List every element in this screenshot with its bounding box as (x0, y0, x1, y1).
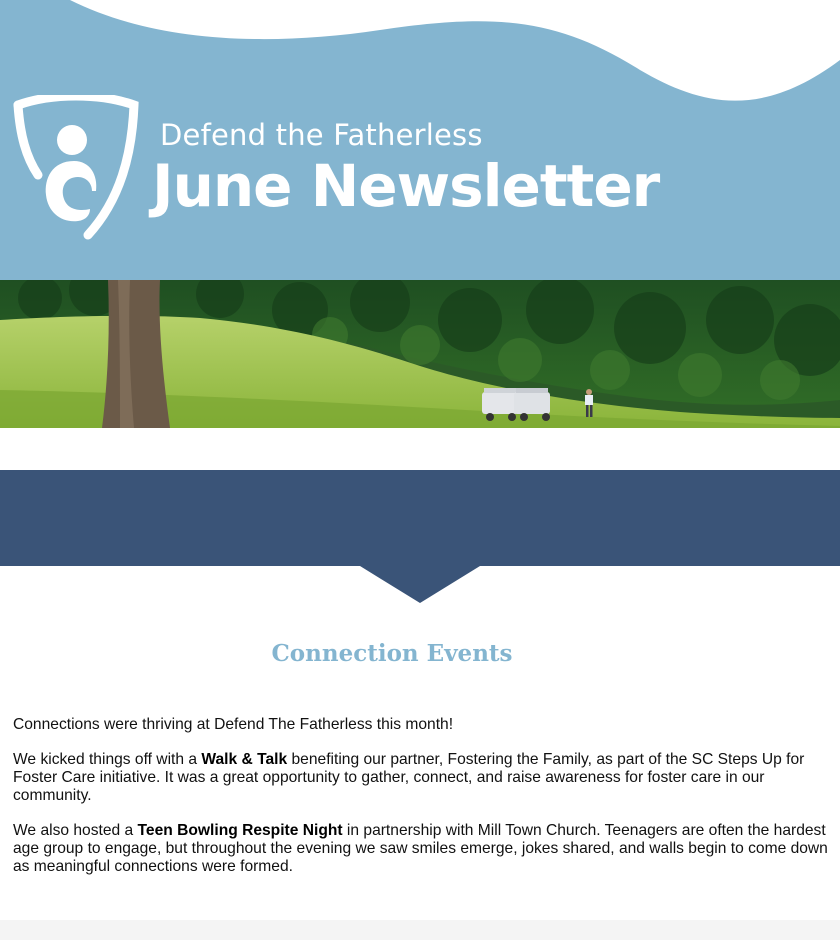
section-body (13, 716, 828, 893)
golf-course-photo-drawing (0, 280, 840, 428)
paragraph-text: in partnership with Mill Town Church. Teenagers are often the hardest age group to engage, but throughout the evening we saw smiles emerge, jokes shared, and walls begin to come down as meaningful connections were formed. (13, 822, 828, 875)
paragraph-text: benefiting our partner, Fostering the Family, as part of the SC Steps Up for Foster Care initiative. It was a great opportunity to gather, connect, and raise awareness for foster care in our community. (13, 751, 805, 804)
paragraph-text: We kicked things off with a (13, 751, 202, 768)
section-title: Connection Events (271, 640, 513, 667)
org-name: Defend the Fatherless (160, 118, 483, 152)
walk-and-talk-event-name: Walk & Talk (201, 751, 288, 768)
section-banner (0, 470, 840, 610)
walk-and-talk-paragraph (13, 751, 828, 805)
newsletter-header (0, 0, 840, 280)
footer-strip (0, 920, 840, 940)
golf-course-photo (0, 280, 840, 428)
defend-the-fatherless-logo-icon (12, 95, 140, 240)
newsletter-title: June Newsletter (152, 152, 660, 220)
paragraph-text: We also hosted a (13, 822, 138, 839)
intro-paragraph: Connections were thriving at Defend The Fatherless this month! (13, 716, 454, 733)
teen-bowling-paragraph (13, 822, 828, 876)
teen-bowling-event-name: Teen Bowling Respite Night (137, 822, 343, 839)
